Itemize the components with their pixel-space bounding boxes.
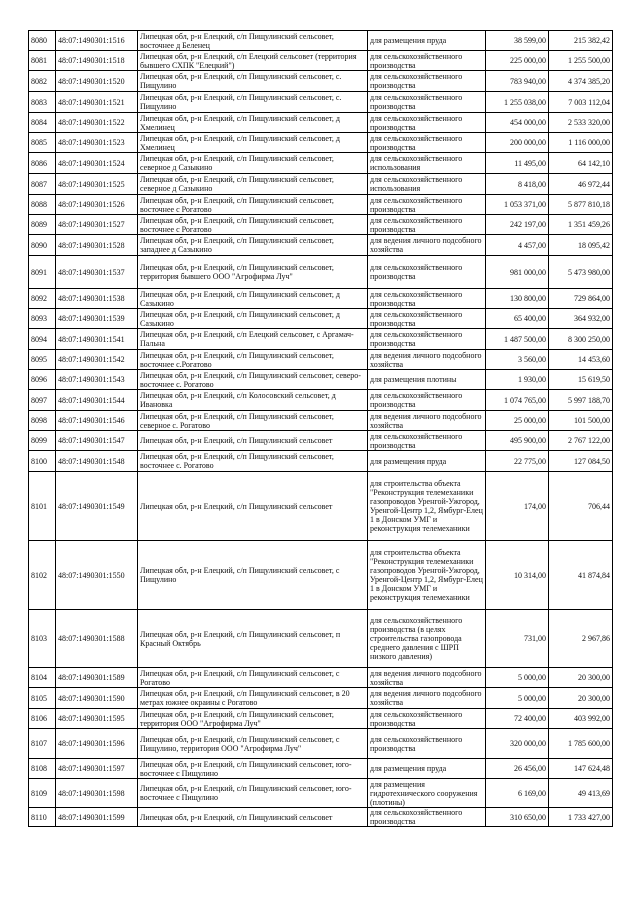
cadastral-number: 48:07:1490301:1521 — [56, 92, 138, 113]
location-address: Липецкая обл, р-н Елецкий, с/п Пищулинский сельсовет, с. Пищулино — [138, 92, 368, 113]
location-address: Липецкая обл, р-н Елецкий, с/п Пищулинский сельсовет, с Пищулино — [138, 541, 368, 610]
cadastral-value: 729 864,00 — [549, 289, 613, 309]
row-number: 8093 — [29, 309, 56, 329]
cadastral-number: 48:07:1490301:1542 — [56, 350, 138, 370]
cadastral-number: 48:07:1490301:1599 — [56, 808, 138, 827]
cadastral-number: 48:07:1490301:1518 — [56, 51, 138, 71]
row-number: 8107 — [29, 729, 56, 759]
cadastral-value: 1 255 500,00 — [549, 51, 613, 71]
cadastral-number: 48:07:1490301:1596 — [56, 729, 138, 759]
cadastral-value: 2 967,86 — [549, 610, 613, 668]
cadastral-number: 48:07:1490301:1541 — [56, 329, 138, 350]
area-value: 731,00 — [486, 610, 549, 668]
location-address: Липецкая обл, р-н Елецкий, с/п Пищулинский сельсовет, северное с. Рогатово — [138, 411, 368, 431]
cadastral-value: 49 413,69 — [549, 779, 613, 808]
permitted-use: для сельскохозяйственного производства — [368, 709, 486, 729]
permitted-use: для сельскохозяйственного производства — [368, 431, 486, 451]
cadastral-value: 64 142,10 — [549, 153, 613, 174]
cadastral-number: 48:07:1490301:1544 — [56, 390, 138, 411]
area-value: 65 400,00 — [486, 309, 549, 329]
table-row — [29, 472, 613, 541]
area-value: 495 900,00 — [486, 431, 549, 451]
permitted-use: для сельскохозяйственного производства — [368, 729, 486, 759]
cadastral-value: 1 116 000,00 — [549, 133, 613, 153]
area-value: 11 495,00 — [486, 153, 549, 174]
row-number: 8104 — [29, 668, 56, 688]
cadastral-number: 48:07:1490301:1524 — [56, 153, 138, 174]
location-address: Липецкая обл, р-н Елецкий, с/п Пищулинский сельсовет, западнее д Сазыкино — [138, 235, 368, 256]
table-row — [29, 350, 613, 370]
permitted-use: для сельскохозяйственного производства — [368, 195, 486, 215]
row-number: 8092 — [29, 289, 56, 309]
row-number: 8109 — [29, 779, 56, 808]
location-address: Липецкая обл, р-н Елецкий, с/п Пищулинский сельсовет, северное д Сазыкино — [138, 153, 368, 174]
permitted-use: для строительства объекта "Реконструкция телемеханики газопроводов Уренгой-Ужгород, Уренгой-Центр 1,2, Ямбург-Елец 1 в Донском УМГ и реконструкция телемеханики — [368, 541, 486, 610]
row-number: 8108 — [29, 759, 56, 779]
cadastral-number: 48:07:1490301:1537 — [56, 256, 138, 289]
cadastral-number: 48:07:1490301:1528 — [56, 235, 138, 256]
row-number: 8096 — [29, 370, 56, 390]
table-row — [29, 153, 613, 174]
table-row — [29, 370, 613, 390]
table-row — [29, 215, 613, 235]
row-number: 8091 — [29, 256, 56, 289]
location-address: Липецкая обл, р-н Елецкий, с/п Пищулинский сельсовет, с. Пищулино — [138, 71, 368, 92]
cadastral-number: 48:07:1490301:1543 — [56, 370, 138, 390]
cadastral-value: 14 453,60 — [549, 350, 613, 370]
row-number: 8083 — [29, 92, 56, 113]
location-address: Липецкая обл, р-н Елецкий, с/п Пищулинский сельсовет, северо-восточнее с. Рогатово — [138, 370, 368, 390]
area-value: 10 314,00 — [486, 541, 549, 610]
permitted-use: для сельскохозяйственного производства (в целях строительства газопровода среднего давления с ШРП низкого давления) — [368, 610, 486, 668]
permitted-use: для размещения гидротехнического сооружения (плотины) — [368, 779, 486, 808]
cadastral-number: 48:07:1490301:1526 — [56, 195, 138, 215]
cadastral-value: 101 500,00 — [549, 411, 613, 431]
cadastral-number: 48:07:1490301:1525 — [56, 174, 138, 195]
row-number: 8085 — [29, 133, 56, 153]
permitted-use: для размещения пруда — [368, 451, 486, 472]
table-row — [29, 709, 613, 729]
land-registry-table — [28, 30, 613, 827]
location-address: Липецкая обл, р-н Елецкий, с/п Пищулинский сельсовет, восточнее с Рогатово — [138, 195, 368, 215]
permitted-use: для сельскохозяйственного производства — [368, 329, 486, 350]
cadastral-value: 403 992,00 — [549, 709, 613, 729]
cadastral-value: 15 619,50 — [549, 370, 613, 390]
cadastral-number: 48:07:1490301:1548 — [56, 451, 138, 472]
permitted-use: для сельскохозяйственного производства — [368, 113, 486, 133]
row-number: 8110 — [29, 808, 56, 827]
permitted-use: для размещения пруда — [368, 759, 486, 779]
cadastral-value: 127 084,50 — [549, 451, 613, 472]
location-address: Липецкая обл, р-н Елецкий, с/п Пищулинский сельсовет, территория ООО "Агрофирма Луч" — [138, 709, 368, 729]
area-value: 320 000,00 — [486, 729, 549, 759]
area-value: 225 000,00 — [486, 51, 549, 71]
area-value: 1 487 500,00 — [486, 329, 549, 350]
row-number: 8082 — [29, 71, 56, 92]
cadastral-number: 48:07:1490301:1527 — [56, 215, 138, 235]
location-address: Липецкая обл, р-н Елецкий, с/п Пищулинский сельсовет, восточнее с.Рогатово — [138, 350, 368, 370]
row-number: 8081 — [29, 51, 56, 71]
row-number: 8080 — [29, 31, 56, 51]
location-address: Липецкая обл, р-н Елецкий, с/п Пищулинский сельсовет, северное д Сазыкино — [138, 174, 368, 195]
location-address: Липецкая обл, р-н Елецкий, с/п Пищулинский сельсовет, восточнее с. Рогатово — [138, 451, 368, 472]
table-row — [29, 411, 613, 431]
cadastral-number: 48:07:1490301:1547 — [56, 431, 138, 451]
row-number: 8089 — [29, 215, 56, 235]
cadastral-value: 46 972,44 — [549, 174, 613, 195]
row-number: 8094 — [29, 329, 56, 350]
permitted-use: для сельскохозяйственного производства — [368, 71, 486, 92]
permitted-use: для размещения пруда — [368, 31, 486, 51]
location-address: Липецкая обл, р-н Елецкий, с/п Пищулинский сельсовет, д Хмелинец — [138, 113, 368, 133]
cadastral-number: 48:07:1490301:1538 — [56, 289, 138, 309]
cadastral-value: 20 300,00 — [549, 688, 613, 709]
row-number: 8102 — [29, 541, 56, 610]
cadastral-number: 48:07:1490301:1589 — [56, 668, 138, 688]
row-number: 8087 — [29, 174, 56, 195]
permitted-use: для строительства объекта "Реконструкция телемеханики газопроводов Уренгой-Ужгород, Уренгой-Центр 1,2, Ямбург-Елец 1 в Донском УМГ и реконструкция телемеханики — [368, 472, 486, 541]
row-number: 8099 — [29, 431, 56, 451]
table-row — [29, 808, 613, 827]
location-address: Липецкая обл, р-н Елецкий, с/п Пищулинский сельсовет — [138, 472, 368, 541]
table-row — [29, 51, 613, 71]
table-row — [29, 729, 613, 759]
cadastral-value: 8 300 250,00 — [549, 329, 613, 350]
row-number: 8100 — [29, 451, 56, 472]
cadastral-value: 706,44 — [549, 472, 613, 541]
cadastral-value: 5 473 980,00 — [549, 256, 613, 289]
table-row — [29, 668, 613, 688]
permitted-use: для ведения личного подсобного хозяйства — [368, 668, 486, 688]
permitted-use: для ведения личного подсобного хозяйства — [368, 235, 486, 256]
permitted-use: для сельскохозяйственного производства — [368, 390, 486, 411]
table-row — [29, 390, 613, 411]
location-address: Липецкая обл, р-н Елецкий, с/п Пищулинский сельсовет — [138, 431, 368, 451]
table-body — [29, 31, 613, 827]
permitted-use: для сельскохозяйственного производства — [368, 133, 486, 153]
cadastral-number: 48:07:1490301:1550 — [56, 541, 138, 610]
row-number: 8103 — [29, 610, 56, 668]
table-row — [29, 92, 613, 113]
permitted-use: для сельскохозяйственного производства — [368, 92, 486, 113]
table-row — [29, 133, 613, 153]
area-value: 174,00 — [486, 472, 549, 541]
row-number: 8101 — [29, 472, 56, 541]
area-value: 8 418,00 — [486, 174, 549, 195]
permitted-use: для сельскохозяйственного производства — [368, 808, 486, 827]
cadastral-number: 48:07:1490301:1516 — [56, 31, 138, 51]
location-address: Липецкая обл, р-н Елецкий, с/п Елецкий сельсовет, с Аргамач-Пальна — [138, 329, 368, 350]
permitted-use: для сельскохозяйственного производства — [368, 215, 486, 235]
location-address: Липецкая обл, р-н Елецкий, с/п Пищулинский сельсовет, д Сазыкино — [138, 309, 368, 329]
permitted-use: для ведения личного подсобного хозяйства — [368, 350, 486, 370]
permitted-use: для сельскохозяйственного использования — [368, 174, 486, 195]
permitted-use: для сельскохозяйственного производства — [368, 51, 486, 71]
cadastral-value: 5 877 810,18 — [549, 195, 613, 215]
location-address: Липецкая обл, р-н Елецкий, с/п Пищулинский сельсовет, в 20 метрах южнее окраины с Рогатово — [138, 688, 368, 709]
location-address: Липецкая обл, р-н Елецкий, с/п Пищулинский сельсовет, юго-восточнее с Пищулино — [138, 759, 368, 779]
location-address: Липецкая обл, р-н Елецкий, с/п Колосовский сельсовет, д Ивановка — [138, 390, 368, 411]
cadastral-value: 2 533 320,00 — [549, 113, 613, 133]
table-row — [29, 309, 613, 329]
permitted-use: для сельскохозяйственного производства — [368, 309, 486, 329]
table-row — [29, 174, 613, 195]
permitted-use: для сельскохозяйственного производства — [368, 289, 486, 309]
cadastral-value: 41 874,84 — [549, 541, 613, 610]
table-row — [29, 113, 613, 133]
table-row — [29, 541, 613, 610]
location-address: Липецкая обл, р-н Елецкий, с/п Пищулинский сельсовет, д Сазыкино — [138, 289, 368, 309]
row-number: 8098 — [29, 411, 56, 431]
area-value: 1 053 371,00 — [486, 195, 549, 215]
cadastral-value: 18 095,42 — [549, 235, 613, 256]
cadastral-value: 4 374 385,20 — [549, 71, 613, 92]
area-value: 25 000,00 — [486, 411, 549, 431]
cadastral-number: 48:07:1490301:1590 — [56, 688, 138, 709]
cadastral-number: 48:07:1490301:1595 — [56, 709, 138, 729]
cadastral-number: 48:07:1490301:1520 — [56, 71, 138, 92]
table-row — [29, 329, 613, 350]
row-number: 8086 — [29, 153, 56, 174]
table-row — [29, 610, 613, 668]
row-number: 8095 — [29, 350, 56, 370]
area-value: 454 000,00 — [486, 113, 549, 133]
area-value: 981 000,00 — [486, 256, 549, 289]
location-address: Липецкая обл, р-н Елецкий, с/п Пищулинский сельсовет, юго-восточнее с Пищулино — [138, 779, 368, 808]
cadastral-number: 48:07:1490301:1598 — [56, 779, 138, 808]
cadastral-number: 48:07:1490301:1523 — [56, 133, 138, 153]
cadastral-value: 1 351 459,26 — [549, 215, 613, 235]
area-value: 5 000,00 — [486, 688, 549, 709]
cadastral-number: 48:07:1490301:1549 — [56, 472, 138, 541]
area-value: 26 456,00 — [486, 759, 549, 779]
permitted-use: для сельскохозяйственного использования — [368, 153, 486, 174]
location-address: Липецкая обл, р-н Елецкий, с/п Пищулинский сельсовет — [138, 808, 368, 827]
area-value: 1 074 765,00 — [486, 390, 549, 411]
row-number: 8105 — [29, 688, 56, 709]
area-value: 310 650,00 — [486, 808, 549, 827]
row-number: 8106 — [29, 709, 56, 729]
area-value: 1 930,00 — [486, 370, 549, 390]
cadastral-number: 48:07:1490301:1597 — [56, 759, 138, 779]
cadastral-value: 5 997 188,70 — [549, 390, 613, 411]
area-value: 4 457,00 — [486, 235, 549, 256]
table-row — [29, 31, 613, 51]
cadastral-value: 1 733 427,00 — [549, 808, 613, 827]
area-value: 200 000,00 — [486, 133, 549, 153]
location-address: Липецкая обл, р-н Елецкий, с/п Пищулинский сельсовет, п Красный Октябрь — [138, 610, 368, 668]
location-address: Липецкая обл, р-н Елецкий, с/п Елецкий сельсовет (территория бывшего СХПК "Елецкий") — [138, 51, 368, 71]
table-row — [29, 779, 613, 808]
permitted-use: для ведения личного подсобного хозяйства — [368, 688, 486, 709]
area-value: 783 940,00 — [486, 71, 549, 92]
area-value: 242 197,00 — [486, 215, 549, 235]
table-row — [29, 256, 613, 289]
cadastral-number: 48:07:1490301:1522 — [56, 113, 138, 133]
cadastral-value: 7 003 112,04 — [549, 92, 613, 113]
cadastral-value: 2 767 122,00 — [549, 431, 613, 451]
location-address: Липецкая обл, р-н Елецкий, с/п Пищулинский сельсовет, с Рогатово — [138, 668, 368, 688]
permitted-use: для ведения личного подсобного хозяйства — [368, 411, 486, 431]
permitted-use: для размещения плотины — [368, 370, 486, 390]
row-number: 8088 — [29, 195, 56, 215]
cadastral-value: 364 932,00 — [549, 309, 613, 329]
cadastral-number: 48:07:1490301:1588 — [56, 610, 138, 668]
table-row — [29, 195, 613, 215]
row-number: 8084 — [29, 113, 56, 133]
row-number: 8097 — [29, 390, 56, 411]
location-address: Липецкая обл, р-н Елецкий, с/п Пищулинский сельсовет, территория бывшего ООО "Агрофирма Луч" — [138, 256, 368, 289]
area-value: 130 800,00 — [486, 289, 549, 309]
cadastral-value: 20 300,00 — [549, 668, 613, 688]
cadastral-value: 147 624,48 — [549, 759, 613, 779]
area-value: 3 560,00 — [486, 350, 549, 370]
cadastral-value: 1 785 600,00 — [549, 729, 613, 759]
table-row — [29, 431, 613, 451]
area-value: 6 169,00 — [486, 779, 549, 808]
location-address: Липецкая обл, р-н Елецкий, с/п Пищулинский сельсовет, восточнее с Рогатово — [138, 215, 368, 235]
area-value: 1 255 038,00 — [486, 92, 549, 113]
location-address: Липецкая обл, р-н Елецкий, с/п Пищулинский сельсовет, д Хмелинец — [138, 133, 368, 153]
table-row — [29, 71, 613, 92]
cadastral-number: 48:07:1490301:1539 — [56, 309, 138, 329]
permitted-use: для сельскохозяйственного производства — [368, 256, 486, 289]
location-address: Липецкая обл, р-н Елецкий, с/п Пищулинский сельсовет, восточнее д Беленец — [138, 31, 368, 51]
table-row — [29, 759, 613, 779]
area-value: 5 000,00 — [486, 668, 549, 688]
location-address: Липецкая обл, р-н Елецкий, с/п Пищулинский сельсовет, с Пищулино, территория ООО "Агрофирма Луч" — [138, 729, 368, 759]
table-row — [29, 235, 613, 256]
area-value: 38 599,00 — [486, 31, 549, 51]
cadastral-number: 48:07:1490301:1546 — [56, 411, 138, 431]
cadastral-value: 215 382,42 — [549, 31, 613, 51]
area-value: 72 400,00 — [486, 709, 549, 729]
row-number: 8090 — [29, 235, 56, 256]
area-value: 22 775,00 — [486, 451, 549, 472]
table-row — [29, 688, 613, 709]
table-row — [29, 451, 613, 472]
table-row — [29, 289, 613, 309]
